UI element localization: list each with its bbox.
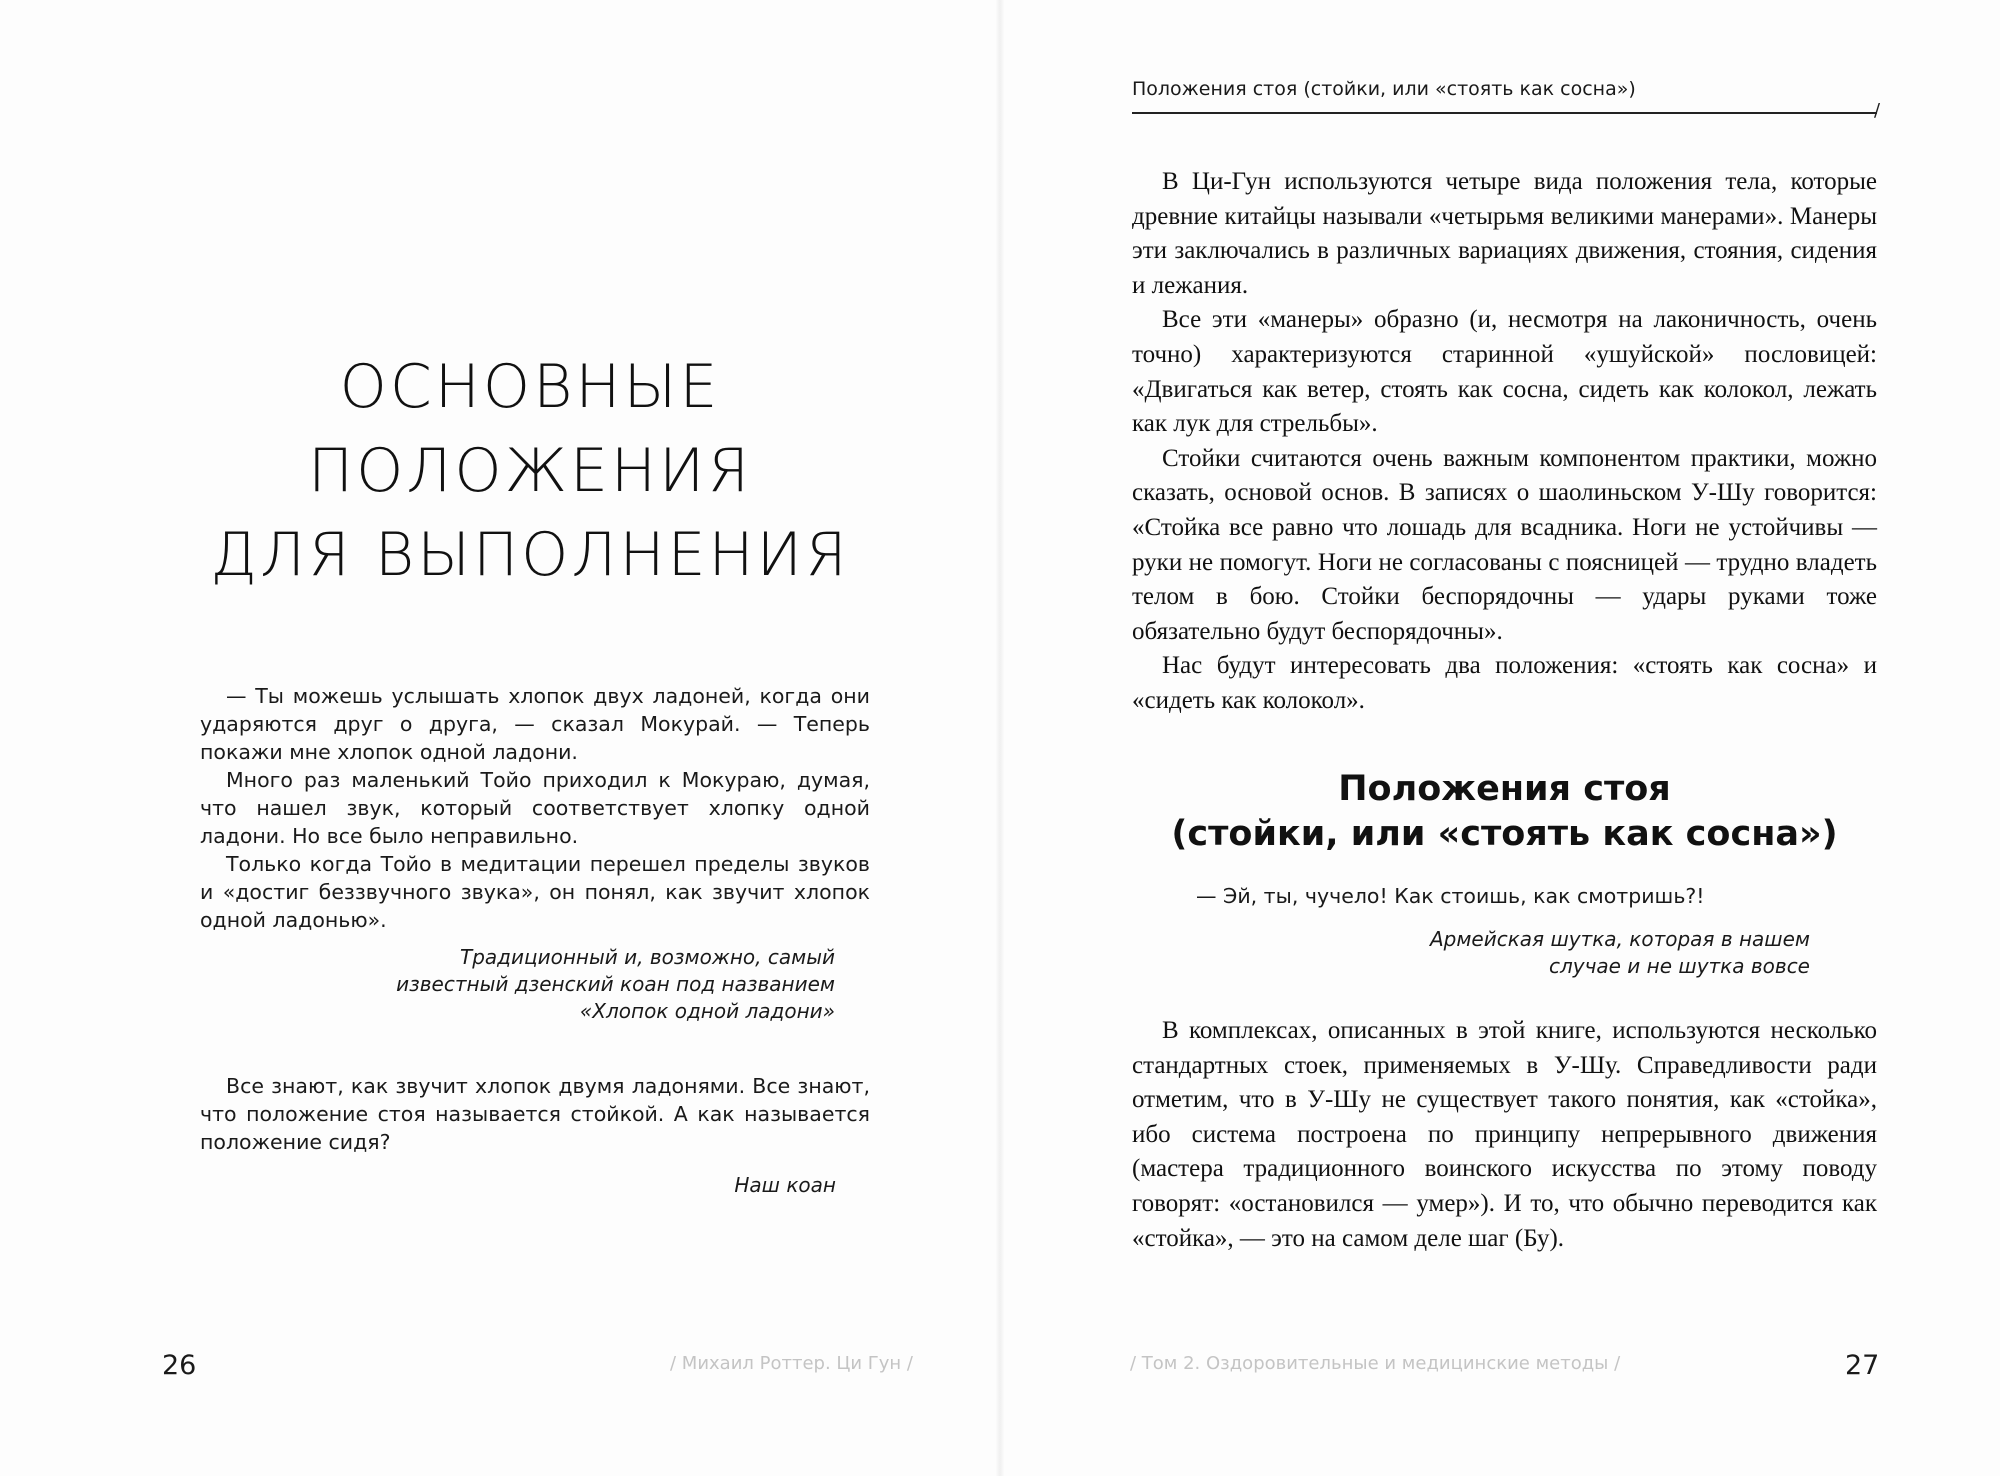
army-joke-attribution-line-2: случае и не шутка вовсе	[1548, 954, 1810, 978]
running-head-rule	[1132, 112, 1877, 114]
koan-paragraph-1: — Ты можешь услышать хлопок двух ладоней, когда они ударяются друг о друга, — сказал Мокурай. — Теперь покажи мне хлопок одной ладони.	[200, 684, 870, 764]
our-koan-text: Все знают, как звучит хлопок двумя ладонями. Все знают, что положение стоя называется стойкой. А как называется положение сидя?	[200, 1074, 870, 1154]
koan-epigraph	[200, 682, 870, 934]
running-title-left: / Михаил Роттер. Ци Гун /	[670, 1353, 913, 1374]
page-number-right: 27	[1845, 1350, 1880, 1381]
koan-attribution-line-3: «Хлопок одной ладони»	[579, 999, 835, 1023]
running-head: Положения стоя (стойки, или «стоять как сосна»)	[1132, 78, 1636, 100]
koan-paragraph-2: Много раз маленький Тойо приходил к Мокураю, думая, что нашел звук, который соответствует хлопку одной ладони. Но все было неправильно.	[200, 768, 870, 848]
page-number-left: 26	[162, 1350, 197, 1381]
body-paragraph-1: В Ци-Гун используются четыре вида положения тела, которые древние китайцы называли «четырьмя великими манерами». Манеры эти заключались в различных вариациях движения, стояния, сидения и лежания.	[1132, 168, 1877, 299]
koan-attribution-line-2: известный дзенский коан под названием	[396, 972, 835, 996]
body-paragraph-4: Нас будут интересовать два положения: «стоять как сосна» и «сидеть как колокол».	[1132, 652, 1877, 714]
chapter-title-line-3: ДЛЯ ВЫПОЛНЕНИЯ	[210, 520, 850, 590]
chapter-title-line-1: ОСНОВНЫЕ	[339, 352, 721, 422]
body-paragraph-3: Стойки считаются очень важным компонентом практики, можно сказать, основой основ. В записях о шаолиньском У-Шу говорится: «Стойка все равно что лошадь для всадника. Ноги не устойчивы — руки не помогут. Ноги не согласованы с поясницей — трудно владеть телом в бою. Стойки беспорядочны — удары руками тоже обязательно будут беспорядочны».	[1132, 444, 1877, 645]
book-spine	[996, 0, 1004, 1476]
our-koan-attribution: Наш коан	[734, 1173, 836, 1197]
koan-attribution	[380, 944, 835, 1025]
army-joke-attribution	[1370, 926, 1810, 980]
body-text-top	[1132, 165, 1877, 719]
section-title-line-2: (стойки, или «стоять как сосна»)	[1171, 814, 1838, 854]
chapter-title-line-2: ПОЛОЖЕНИЯ	[307, 436, 753, 506]
body-text-bottom	[1132, 1014, 1877, 1256]
running-title-right: / Том 2. Оздоровительные и медицинские методы /	[1130, 1353, 1621, 1374]
section-title-line-1: Положения стоя	[1338, 769, 1671, 809]
body-paragraph-5: В комплексах, описанных в этой книге, используются несколько стандартных стоек, применяемых в У-Шу. Справедливости ради отметим, что в У-Шу не существует такого понятия, как «стойка», ибо система построена по принципу непрерывного движения (мастера традиционного воинского искусства по этому поводу говорят: «остановился — умер»). И то, что обычно переводится как «стойка», — это на самом деле шаг (Бу).	[1132, 1017, 1877, 1252]
koan-paragraph-3: Только когда Тойо в медитации перешел пределы звуков и «достиг беззвучного звука», он понял, как звучит хлопок одной ладонью».	[200, 852, 870, 932]
army-joke-epigraph: — Эй, ты, чучело! Как стоишь, как смотришь?!	[1196, 884, 1705, 908]
body-paragraph-2: Все эти «манеры» образно (и, несмотря на лаконичность, очень точно) характеризуются старинной «ушуйской» пословицей: «Двигаться как ветер, стоять как сосна, сидеть как колокол, лежать как лук для стрельбы».	[1132, 306, 1877, 438]
army-joke-attribution-line-1: Армейская шутка, которая в нашем	[1429, 927, 1810, 951]
koan-attribution-line-1: Традиционный и, возможно, самый	[459, 945, 835, 969]
chapter-title	[180, 345, 880, 597]
section-title	[1132, 767, 1877, 857]
running-head-rule-end: /	[1874, 100, 1881, 121]
